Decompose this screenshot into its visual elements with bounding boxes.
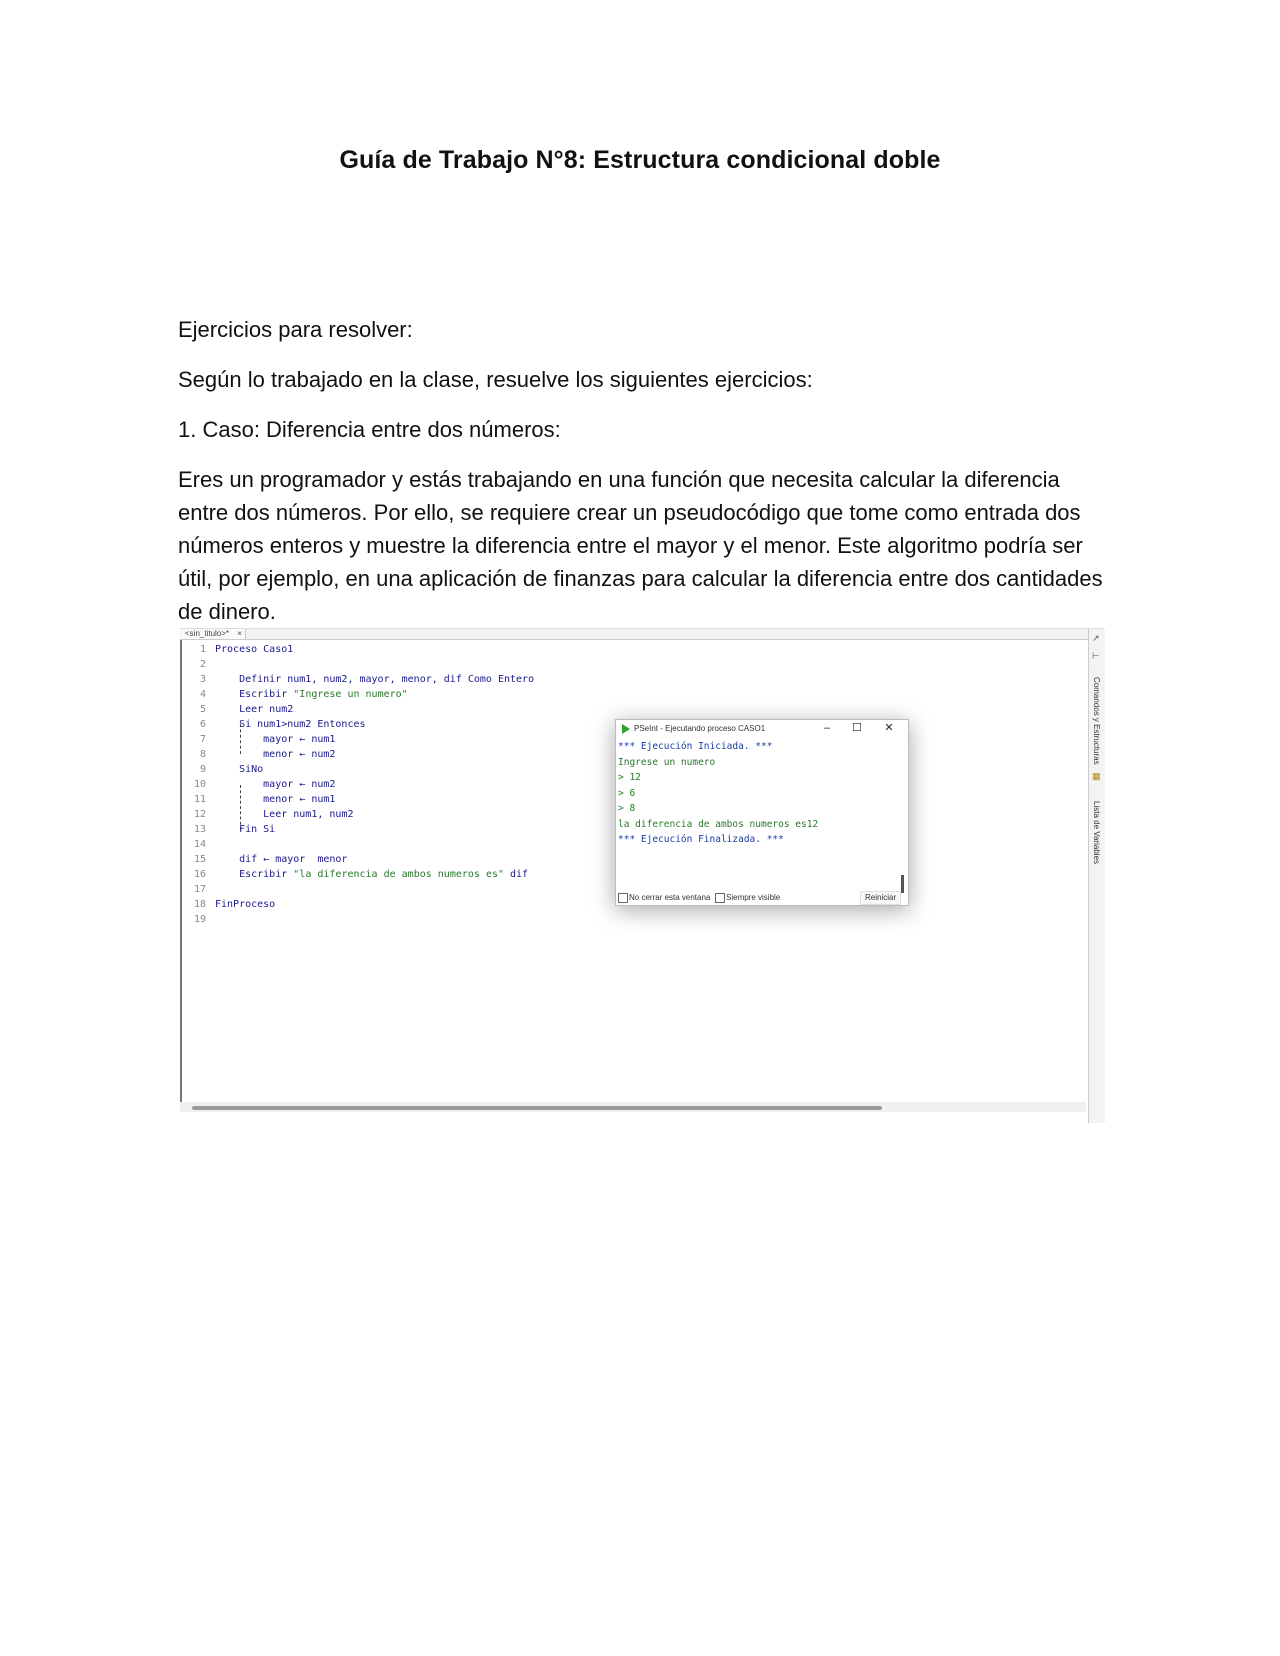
line-number: 13	[193, 824, 206, 835]
line-number: 12	[193, 809, 206, 820]
line-number: 14	[193, 839, 206, 850]
intro-text: Ejercicios para resolver:	[178, 317, 413, 342]
play-icon	[622, 724, 630, 734]
horizontal-scrollbar[interactable]	[180, 1102, 1086, 1112]
line-number: 8	[199, 749, 206, 760]
scrollbar-thumb[interactable]	[192, 1106, 882, 1110]
variables-icon[interactable]: ▦	[1092, 771, 1101, 781]
editor-tab-bar	[180, 629, 1088, 640]
code-line: dif ← mayor menor	[215, 854, 348, 865]
line-number: 18	[193, 899, 206, 910]
editor-tab-label: <sin_titulo>*	[185, 629, 230, 638]
case-heading: 1. Caso: Diferencia entre dos números:	[178, 417, 561, 442]
console-output[interactable]	[616, 739, 896, 879]
instruction-text: Según lo trabajado en la clase, resuelve los siguientes ejercicios:	[178, 367, 813, 392]
restart-button[interactable]: Reiniciar	[860, 891, 901, 905]
side-panel	[1088, 629, 1105, 1123]
close-icon[interactable]: ×	[237, 629, 242, 638]
line-number: 3	[199, 674, 206, 685]
code-line: Escribir "Ingrese un numero"	[215, 689, 408, 700]
code-line: FinProceso	[215, 899, 276, 910]
line-number: 6	[199, 719, 206, 730]
console-line: > 6	[618, 787, 636, 799]
line-number: 5	[199, 704, 206, 715]
console-line: Ingrese un numero	[618, 756, 716, 768]
line-number: 4	[199, 689, 206, 700]
code-line: menor ← num2	[215, 749, 336, 760]
code-line: Definir num1, num2, mayor, menor, dif Como Entero	[215, 674, 535, 685]
window-title: PSeInt - Ejecutando proceso CASO1	[634, 724, 766, 733]
maximize-button[interactable]: ☐	[852, 722, 862, 734]
code-line: mayor ← num2	[215, 779, 336, 790]
line-number: 7	[199, 734, 206, 745]
console-line: la diferencia de ambos numeros es12	[618, 818, 819, 830]
line-number: 19	[193, 914, 206, 925]
commands-icon[interactable]: ↗	[1092, 633, 1100, 643]
code-line: Leer num2	[215, 704, 294, 715]
variables-panel-label[interactable]: Lista de Variables	[1092, 801, 1101, 864]
line-number: 15	[193, 854, 206, 865]
console-footer	[616, 890, 908, 905]
line-number: 10	[193, 779, 206, 790]
code-line: Leer num1, num2	[215, 809, 354, 820]
always-visible-checkbox[interactable]	[715, 893, 725, 903]
code-line: SiNo	[215, 764, 264, 775]
keep-open-label: No cerrar esta ventana	[629, 893, 711, 902]
close-button[interactable]: ✕	[884, 722, 894, 734]
keep-open-checkbox[interactable]	[618, 893, 628, 903]
window-titlebar[interactable]	[616, 720, 908, 737]
line-number: 16	[193, 869, 206, 880]
code-line: menor ← num1	[215, 794, 336, 805]
line-number: 17	[193, 884, 206, 895]
code-line: Escribir "la diferencia de ambos numeros es" dif	[215, 869, 529, 880]
structure-icon[interactable]: ⊢	[1092, 651, 1100, 661]
always-visible-label: Siempre visible	[726, 893, 781, 902]
console-line: > 8	[618, 803, 636, 814]
console-line: *** Ejecución Iniciada. ***	[618, 741, 773, 752]
code-line: mayor ← num1	[215, 734, 336, 745]
line-number: 1	[199, 644, 206, 655]
console-line: > 12	[618, 772, 641, 783]
execution-window	[615, 719, 909, 906]
case-description: Eres un programador y estás trabajando en una función que necesita calcular la diferencia entre dos números. Por ello, se requiere crear un pseudocódigo que tome como entrada dos números enteros y muestre la diferencia entre el mayor y el menor. Este algoritmo podría ser útil, por ejemplo, en una aplicación de finanzas para calcular la diferencia entre dos cantidades de dinero.	[178, 467, 1103, 624]
minimize-button[interactable]: –	[823, 722, 831, 734]
line-number: 2	[199, 659, 206, 670]
commands-panel-label[interactable]: Comandos y Estructuras	[1092, 677, 1101, 765]
console-line: *** Ejecución Finalizada. ***	[618, 834, 784, 845]
code-line: Proceso Caso1	[215, 644, 294, 655]
document-title: Guía de Trabajo N°8: Estructura condicional doble	[339, 146, 941, 174]
code-line: Fin Si	[215, 824, 276, 835]
code-line: Si num1>num2 Entonces	[215, 719, 366, 730]
editor-tab[interactable]	[182, 629, 246, 639]
line-number: 9	[199, 764, 206, 775]
line-number: 11	[193, 794, 206, 805]
